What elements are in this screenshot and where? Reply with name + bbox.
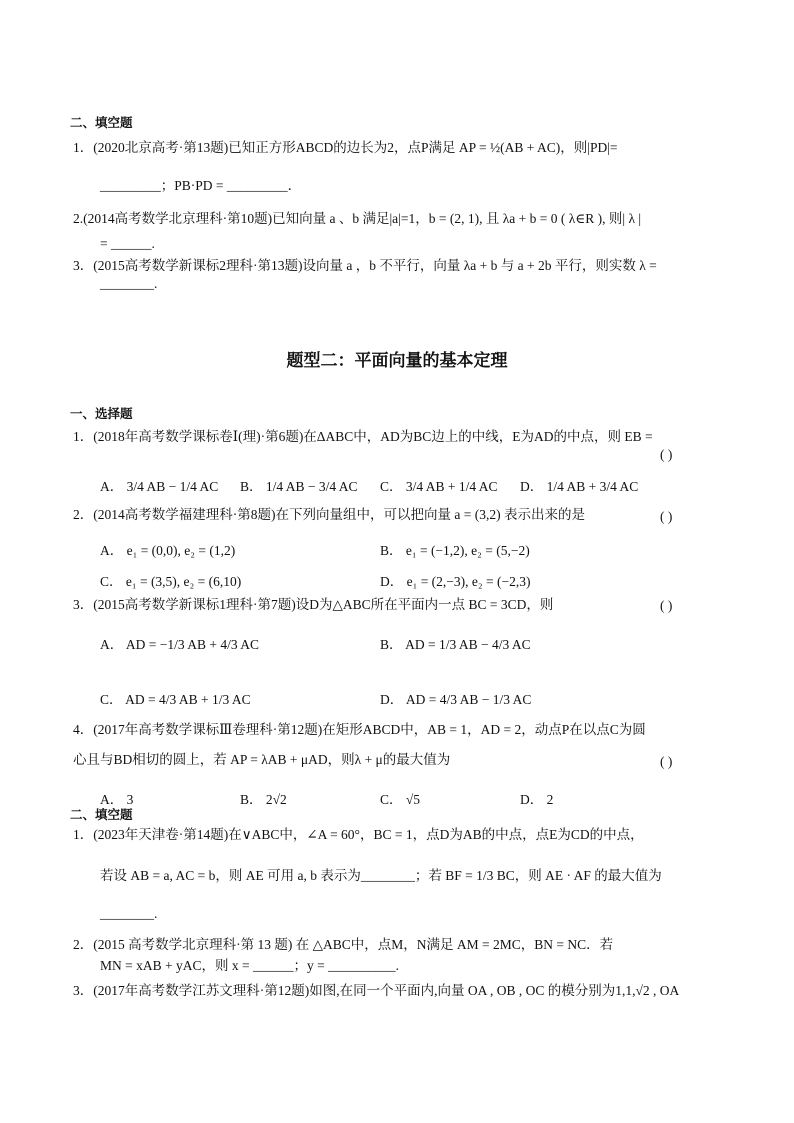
section-title: 题型二：平面向量的基本定理	[286, 351, 508, 370]
option-a: A． 3/4 AB − 1/4 AC	[100, 479, 219, 494]
question-2-line-1: 2.(2014高考数学北京理科·第10题)已知向量 a 、b 满足|a|=1，b = (2, 1), 且 λa + b = 0 ( λ∈R ), 则| λ |	[73, 211, 642, 226]
answer-paren: ( )	[660, 509, 673, 524]
question-3-line-2: ________.	[100, 276, 158, 291]
option-a: A． 3	[100, 792, 134, 807]
choice-question-2-stem: 2．(2014高考数学福建理科·第8题)在下列向量组中，可以把向量 a = (3,2) 表示出来的是	[73, 507, 585, 522]
option-d: D． 2	[520, 792, 554, 807]
question-2-line-2: = ______.	[100, 236, 155, 251]
answer-paren: ( )	[660, 598, 673, 613]
question-3-line-1: 3．(2015高考数学新课标2理科·第13题)设向量 a ，b 不平行，向量 λa + b 与 a + 2b 平行，则实数 λ =	[73, 258, 657, 273]
choice-question-4-line-1: 4．(2017年高考数学课标Ⅲ卷理科·第12题)在矩形ABCD中，AB = 1，AD = 2，动点P在以点C为圆	[73, 722, 646, 737]
option-c: C． √5	[380, 792, 421, 807]
option-c: C． 3/4 AB + 1/4 AC	[380, 479, 498, 494]
option-c: C． AD = 4/3 AB + 1/3 AC	[100, 692, 251, 707]
question-1-line-1: 1．(2020北京高考·第13题)已知正方形ABCD的边长为2，点P满足 AP = ½(AB + AC)，则|PD|=	[73, 140, 618, 155]
section-heading-fill-2: 二、填空题	[70, 808, 133, 822]
section-heading-choice: 一、选择题	[70, 407, 133, 421]
option-b: B． 1/4 AB − 3/4 AC	[240, 479, 358, 494]
option-b: B． 2√2	[240, 792, 287, 807]
option-c: C． e₁ = (3,5), e₂ = (6,10)	[100, 574, 242, 589]
fill-question-1-line-3: ________.	[100, 906, 158, 921]
fill-question-1-line-2: 若设 AB = a, AC = b，则 AE 可用 a, b 表示为________；若 BF = 1/3 BC，则 AE · AF 的最大值为	[100, 868, 662, 883]
option-d: D． 1/4 AB + 3/4 AC	[520, 479, 639, 494]
option-b: B． e₁ = (−1,2), e₂ = (5,−2)	[380, 543, 530, 558]
option-b: B． AD = 1/3 AB − 4/3 AC	[380, 637, 531, 652]
choice-question-4-line-2: 心且与BD相切的圆上，若 AP = λAB + μAD，则λ + μ的最大值为	[73, 752, 451, 767]
choice-question-1-stem: 1．(2018年高考数学课标卷Ⅰ(理)·第6题)在ΔABC中，AD为BC边上的中线，E为AD的中点，则 EB =	[73, 429, 653, 444]
option-a: A． AD = −1/3 AB + 4/3 AC	[100, 637, 259, 652]
question-1-line-2: _________；PB·PD = _________．	[100, 178, 302, 193]
section-heading-fill-1: 二、填空题	[70, 116, 133, 130]
choice-question-3-stem: 3．(2015高考数学新课标1理科·第7题)设D为△ABC所在平面内一点 BC = 3CD，则	[73, 597, 554, 612]
option-d: D． AD = 4/3 AB − 1/3 AC	[380, 692, 532, 707]
fill-question-3-line-1: 3．(2017年高考数学江苏文理科·第12题)如图,在同一个平面内,向量 OA , OB , OC 的模分别为1,1,√2 , OA	[73, 983, 680, 998]
option-a: A． e₁ = (0,0), e₂ = (1,2)	[100, 543, 236, 558]
fill-question-2-line-2: MN = xAB + yAC，则 x = ______；y = __________.	[100, 958, 399, 973]
option-d: D． e₁ = (2,−3), e₂ = (−2,3)	[380, 574, 531, 589]
answer-paren: ( )	[660, 754, 673, 769]
fill-question-2-line-1: 2．(2015 高考数学北京理科·第 13 题) 在 △ABC中，点M，N满足 AM = 2MC，BN = NC．若	[73, 937, 614, 952]
fill-question-1-line-1: 1．(2023年天津卷·第14题)在∨ABC中，∠A = 60°，BC = 1，点D为AB的中点，点E为CD的中点，	[73, 827, 644, 842]
answer-paren: ( )	[660, 447, 673, 462]
